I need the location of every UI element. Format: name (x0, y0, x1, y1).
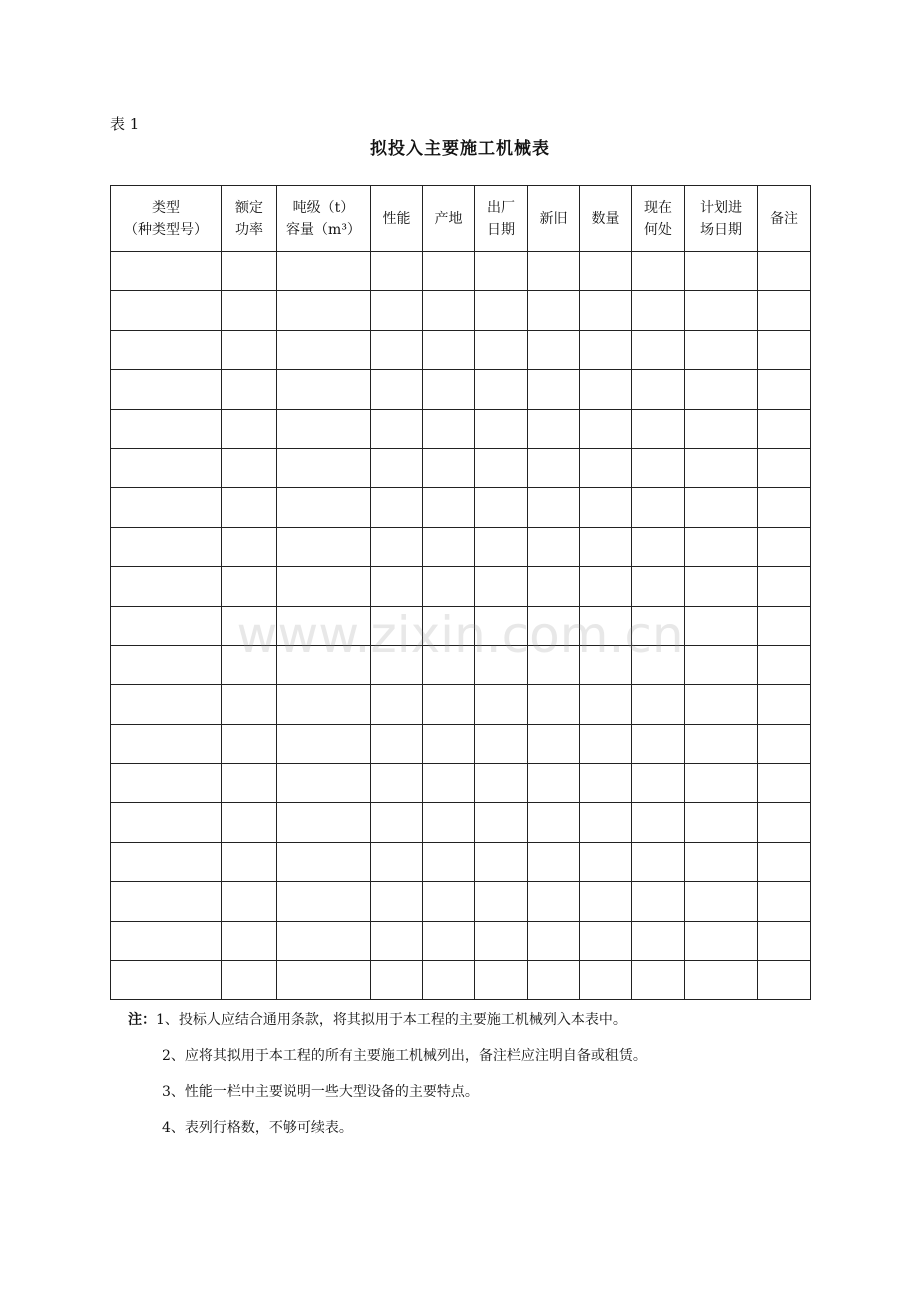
table-cell[interactable] (632, 724, 685, 763)
table-cell[interactable] (111, 330, 222, 369)
table-cell[interactable] (580, 606, 632, 645)
table-cell[interactable] (758, 961, 811, 1000)
table-cell[interactable] (222, 330, 277, 369)
table-cell[interactable] (528, 252, 580, 291)
table-cell[interactable] (685, 252, 758, 291)
table-cell[interactable] (111, 724, 222, 763)
table-cell[interactable] (528, 291, 580, 330)
table-cell[interactable] (277, 527, 371, 566)
table-cell[interactable] (475, 842, 528, 881)
table-cell[interactable] (371, 882, 423, 921)
table-cell[interactable] (222, 882, 277, 921)
table-cell[interactable] (632, 252, 685, 291)
table-cell[interactable] (758, 448, 811, 487)
table-cell[interactable] (222, 409, 277, 448)
table-cell[interactable] (685, 882, 758, 921)
table-cell[interactable] (423, 606, 475, 645)
table-cell[interactable] (632, 685, 685, 724)
table-cell[interactable] (685, 567, 758, 606)
table-cell[interactable] (685, 921, 758, 960)
table-cell[interactable] (685, 961, 758, 1000)
table-cell[interactable] (580, 370, 632, 409)
table-cell[interactable] (528, 409, 580, 448)
table-cell[interactable] (423, 921, 475, 960)
table-cell[interactable] (475, 921, 528, 960)
header-quantity: 数量 (580, 186, 632, 252)
table-number-label: 表 1 (110, 115, 140, 133)
note-text: 1、投标人应结合通用条款，将其拟用于本工程的主要施工机械列入本表中。 (156, 1012, 627, 1028)
table-cell[interactable] (758, 567, 811, 606)
table-row (111, 842, 811, 881)
table-cell[interactable] (475, 882, 528, 921)
table-cell[interactable] (222, 921, 277, 960)
table-cell[interactable] (423, 724, 475, 763)
table-row (111, 724, 811, 763)
table-cell[interactable] (528, 527, 580, 566)
table-cell[interactable] (685, 803, 758, 842)
table-cell[interactable] (475, 488, 528, 527)
table-cell[interactable] (222, 842, 277, 881)
table-cell[interactable] (222, 961, 277, 1000)
table-cell[interactable] (277, 330, 371, 369)
table-cell[interactable] (685, 448, 758, 487)
table-cell[interactable] (277, 921, 371, 960)
header-performance: 性能 (371, 186, 423, 252)
table-cell[interactable] (277, 567, 371, 606)
table-cell[interactable] (222, 645, 277, 684)
table-cell[interactable] (528, 882, 580, 921)
table-cell[interactable] (475, 370, 528, 409)
table-cell[interactable] (758, 488, 811, 527)
table-cell[interactable] (580, 645, 632, 684)
table-cell[interactable] (528, 842, 580, 881)
note-item: 2、应将其拟用于本工程的所有主要施工机械列出，备注栏应注明自备或租赁。 (162, 1048, 647, 1064)
table-cell[interactable] (528, 330, 580, 369)
table-cell[interactable] (371, 370, 423, 409)
header-manufacture-date: 出厂 日期 (475, 186, 528, 252)
table-cell[interactable] (111, 409, 222, 448)
table-cell[interactable] (758, 921, 811, 960)
document-title: 拟投入主要施工机械表 (370, 139, 550, 159)
table-row (111, 882, 811, 921)
table-cell[interactable] (371, 409, 423, 448)
table-cell[interactable] (222, 764, 277, 803)
table-cell[interactable] (632, 409, 685, 448)
table-cell[interactable] (277, 448, 371, 487)
table-cell[interactable] (580, 252, 632, 291)
table-cell[interactable] (371, 291, 423, 330)
table-cell[interactable] (371, 724, 423, 763)
table-row (111, 567, 811, 606)
table-cell[interactable] (423, 527, 475, 566)
table-cell[interactable] (580, 764, 632, 803)
table-cell[interactable] (758, 291, 811, 330)
table-cell[interactable] (111, 961, 222, 1000)
table-cell[interactable] (685, 724, 758, 763)
table-row (111, 921, 811, 960)
table-cell[interactable] (685, 645, 758, 684)
table-cell[interactable] (277, 764, 371, 803)
table-cell[interactable] (632, 370, 685, 409)
header-origin: 产地 (423, 186, 475, 252)
header-rated-power: 额定 功率 (222, 186, 277, 252)
table-cell[interactable] (111, 567, 222, 606)
table-cell[interactable] (685, 370, 758, 409)
table-cell[interactable] (580, 567, 632, 606)
table-cell[interactable] (423, 330, 475, 369)
table-cell[interactable] (111, 882, 222, 921)
table-cell[interactable] (475, 567, 528, 606)
table-cell[interactable] (580, 842, 632, 881)
table-cell[interactable] (528, 724, 580, 763)
table-cell[interactable] (371, 764, 423, 803)
table-cell[interactable] (758, 882, 811, 921)
table-cell[interactable] (423, 764, 475, 803)
table-cell[interactable] (528, 606, 580, 645)
table-cell[interactable] (475, 527, 528, 566)
notes-prefix: 注： (128, 1012, 156, 1028)
table-cell[interactable] (758, 527, 811, 566)
table-cell[interactable] (111, 527, 222, 566)
table-row (111, 961, 811, 1000)
table-cell[interactable] (371, 488, 423, 527)
table-cell[interactable] (423, 685, 475, 724)
table-row (111, 330, 811, 369)
table-cell[interactable] (758, 724, 811, 763)
table-cell[interactable] (580, 921, 632, 960)
header-current-location: 现在 何处 (632, 186, 685, 252)
table-cell[interactable] (423, 252, 475, 291)
table-cell[interactable] (475, 685, 528, 724)
table-cell[interactable] (111, 764, 222, 803)
table-cell[interactable] (277, 645, 371, 684)
table-cell[interactable] (475, 764, 528, 803)
table-cell[interactable] (371, 252, 423, 291)
table-cell[interactable] (632, 448, 685, 487)
header-condition: 新旧 (528, 186, 580, 252)
table-cell[interactable] (371, 685, 423, 724)
table-cell[interactable] (111, 921, 222, 960)
table-cell[interactable] (371, 803, 423, 842)
table-cell[interactable] (528, 448, 580, 487)
table-cell[interactable] (423, 291, 475, 330)
table-cell[interactable] (632, 291, 685, 330)
table-cell[interactable] (222, 252, 277, 291)
table-cell[interactable] (685, 606, 758, 645)
table-row (111, 645, 811, 684)
table-cell[interactable] (111, 488, 222, 527)
table-row (111, 764, 811, 803)
table-cell[interactable] (685, 764, 758, 803)
table-cell[interactable] (423, 961, 475, 1000)
table-cell[interactable] (111, 606, 222, 645)
table-cell[interactable] (111, 291, 222, 330)
table-cell[interactable] (222, 606, 277, 645)
table-cell[interactable] (222, 567, 277, 606)
table-cell[interactable] (758, 409, 811, 448)
table-cell[interactable] (371, 330, 423, 369)
table-cell[interactable] (371, 527, 423, 566)
table-cell[interactable] (277, 409, 371, 448)
table-cell[interactable] (758, 764, 811, 803)
table-cell[interactable] (758, 685, 811, 724)
table-row (111, 488, 811, 527)
table-cell[interactable] (423, 567, 475, 606)
table-cell[interactable] (758, 842, 811, 881)
table-cell[interactable] (580, 685, 632, 724)
table-cell[interactable] (371, 921, 423, 960)
table-cell[interactable] (371, 448, 423, 487)
table-cell[interactable] (111, 448, 222, 487)
table-cell[interactable] (580, 882, 632, 921)
table-cell[interactable] (277, 882, 371, 921)
table-cell[interactable] (580, 330, 632, 369)
table-cell[interactable] (371, 567, 423, 606)
table-cell[interactable] (580, 291, 632, 330)
table-header-row (111, 186, 811, 252)
table-row (111, 527, 811, 566)
table-cell[interactable] (423, 645, 475, 684)
table-cell[interactable] (111, 842, 222, 881)
table-cell[interactable] (371, 961, 423, 1000)
table-cell[interactable] (111, 370, 222, 409)
table-cell[interactable] (632, 803, 685, 842)
table-cell[interactable] (580, 448, 632, 487)
table-row (111, 252, 811, 291)
table-cell[interactable] (580, 527, 632, 566)
table-cell[interactable] (528, 764, 580, 803)
header-tonnage-capacity: 吨级（t） 容量（m³） (277, 186, 371, 252)
table-row (111, 370, 811, 409)
table-cell[interactable] (580, 724, 632, 763)
table-cell[interactable] (580, 409, 632, 448)
table-row (111, 291, 811, 330)
table-cell[interactable] (277, 961, 371, 1000)
table-cell[interactable] (111, 803, 222, 842)
table-cell[interactable] (371, 606, 423, 645)
table-cell[interactable] (632, 527, 685, 566)
table-cell[interactable] (371, 842, 423, 881)
table-cell[interactable] (222, 291, 277, 330)
table-cell[interactable] (222, 724, 277, 763)
table-cell[interactable] (475, 803, 528, 842)
table-cell[interactable] (632, 921, 685, 960)
table-cell[interactable] (222, 448, 277, 487)
table-cell[interactable] (222, 370, 277, 409)
table-cell[interactable] (528, 567, 580, 606)
table-cell[interactable] (475, 645, 528, 684)
table-row (111, 803, 811, 842)
table-cell[interactable] (528, 685, 580, 724)
table-cell[interactable] (758, 606, 811, 645)
table-cell[interactable] (632, 488, 685, 527)
table-cell[interactable] (528, 961, 580, 1000)
table-cell[interactable] (222, 803, 277, 842)
table-cell[interactable] (528, 921, 580, 960)
note-item (128, 1008, 818, 1044)
table-row (111, 685, 811, 724)
watermark: www.zixin.com.cn (236, 606, 684, 664)
table-cell[interactable] (277, 252, 371, 291)
note-item: 4、表列行格数，不够可续表。 (162, 1120, 353, 1136)
table-cell[interactable] (632, 330, 685, 369)
table-cell[interactable] (277, 370, 371, 409)
table-cell[interactable] (423, 803, 475, 842)
table-cell[interactable] (685, 488, 758, 527)
table-row (111, 448, 811, 487)
table-cell[interactable] (423, 448, 475, 487)
table-cell[interactable] (632, 567, 685, 606)
table-cell[interactable] (632, 961, 685, 1000)
table-cell[interactable] (528, 803, 580, 842)
table-cell[interactable] (475, 291, 528, 330)
table-cell[interactable] (685, 685, 758, 724)
table-cell[interactable] (222, 527, 277, 566)
table-cell[interactable] (111, 252, 222, 291)
table-cell[interactable] (632, 882, 685, 921)
machinery-table (110, 185, 811, 1000)
table-cell[interactable] (423, 842, 475, 881)
table-cell[interactable] (758, 252, 811, 291)
table-cell[interactable] (111, 645, 222, 684)
table-cell[interactable] (423, 409, 475, 448)
table-cell[interactable] (222, 488, 277, 527)
table-cell[interactable] (685, 527, 758, 566)
header-planned-entry-date: 计划进 场日期 (685, 186, 758, 252)
table-cell[interactable] (277, 842, 371, 881)
table-cell[interactable] (580, 488, 632, 527)
table-cell[interactable] (475, 409, 528, 448)
header-remarks: 备注 (758, 186, 811, 252)
table-cell[interactable] (580, 803, 632, 842)
table-cell[interactable] (277, 685, 371, 724)
table-cell[interactable] (475, 961, 528, 1000)
table-cell[interactable] (423, 882, 475, 921)
table-cell[interactable] (632, 606, 685, 645)
table-cell[interactable] (277, 291, 371, 330)
table-cell[interactable] (528, 645, 580, 684)
table-cell[interactable] (758, 803, 811, 842)
table-body (111, 252, 811, 1000)
table-cell[interactable] (685, 409, 758, 448)
table-cell[interactable] (423, 370, 475, 409)
note-item: 3、性能一栏中主要说明一些大型设备的主要特点。 (162, 1084, 479, 1100)
table-row (111, 606, 811, 645)
header-type: 类型 （种类型号） (111, 186, 222, 252)
table-cell[interactable] (277, 606, 371, 645)
table-row (111, 409, 811, 448)
table-cell[interactable] (277, 803, 371, 842)
table-cell[interactable] (371, 645, 423, 684)
table-cell[interactable] (528, 370, 580, 409)
table-cell[interactable] (528, 488, 580, 527)
table-cell[interactable] (475, 330, 528, 369)
table-cell[interactable] (632, 764, 685, 803)
table-cell[interactable] (475, 448, 528, 487)
table-cell[interactable] (222, 685, 277, 724)
table-cell[interactable] (277, 724, 371, 763)
table-cell[interactable] (685, 330, 758, 369)
table-cell[interactable] (423, 488, 475, 527)
table-cell[interactable] (277, 488, 371, 527)
table-cell[interactable] (580, 961, 632, 1000)
table-cell[interactable] (475, 724, 528, 763)
table-cell[interactable] (111, 685, 222, 724)
table-cell[interactable] (632, 645, 685, 684)
table-cell[interactable] (758, 370, 811, 409)
table-cell[interactable] (632, 842, 685, 881)
table-cell[interactable] (685, 842, 758, 881)
table-cell[interactable] (758, 330, 811, 369)
table-cell[interactable] (758, 645, 811, 684)
table-cell[interactable] (475, 252, 528, 291)
table-cell[interactable] (685, 291, 758, 330)
notes-section (128, 1008, 818, 1152)
table-cell[interactable] (475, 606, 528, 645)
